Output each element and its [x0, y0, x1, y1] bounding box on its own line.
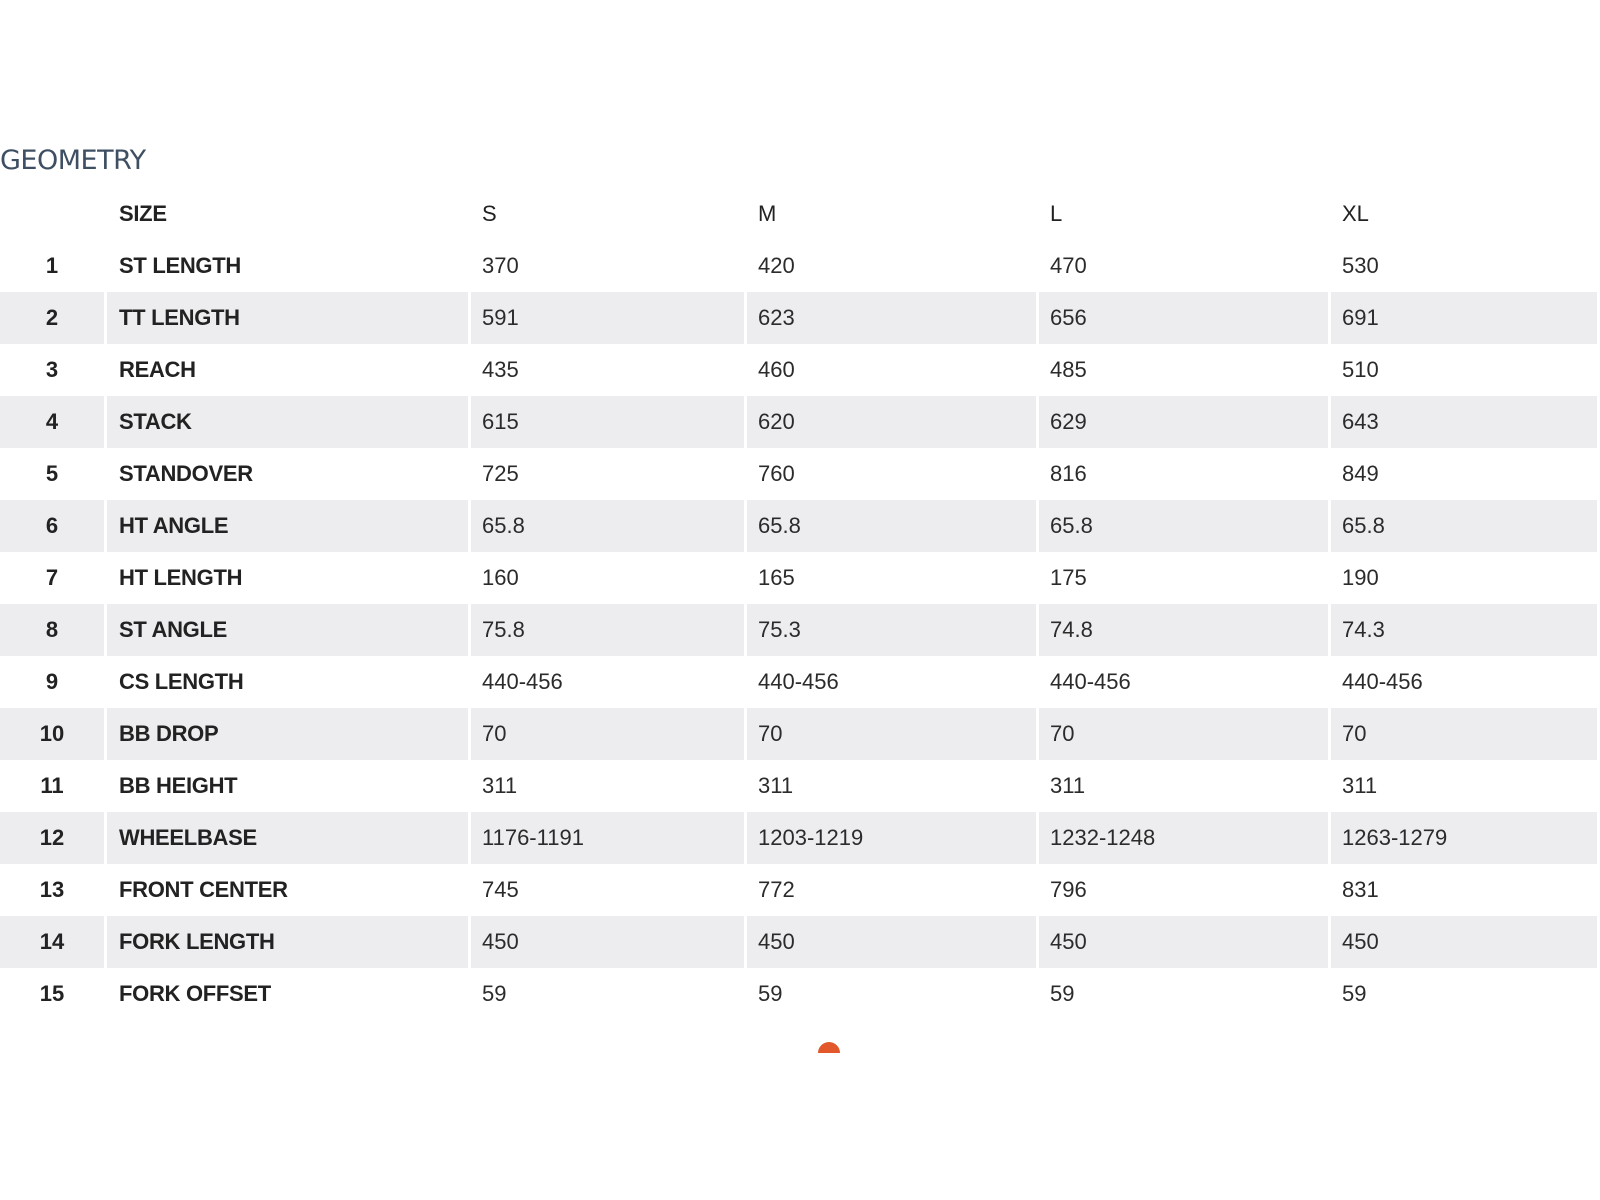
value-cell-l: 440-456 [1038, 656, 1330, 708]
value-cell-s: 435 [470, 344, 746, 396]
table-row [0, 552, 1599, 604]
header-cell-index [0, 188, 106, 240]
row-index: 14 [0, 916, 106, 968]
header-cell-size: SIZE [106, 188, 470, 240]
row-index: 6 [0, 500, 106, 552]
row-index: 4 [0, 396, 106, 448]
value-cell-l: 311 [1038, 760, 1330, 812]
value-cell-l: 1232-1248 [1038, 812, 1330, 864]
value-cell-m: 311 [746, 760, 1038, 812]
measurement-name: FORK LENGTH [106, 916, 470, 968]
value-cell-m: 59 [746, 968, 1038, 1020]
orange-dot-marker [818, 1042, 840, 1053]
value-cell-l: 175 [1038, 552, 1330, 604]
value-cell-xl: 643 [1330, 396, 1599, 448]
value-cell-xl: 510 [1330, 344, 1599, 396]
row-index: 2 [0, 292, 106, 344]
measurement-name: STANDOVER [106, 448, 470, 500]
row-index: 11 [0, 760, 106, 812]
value-cell-xl: 59 [1330, 968, 1599, 1020]
value-cell-m: 420 [746, 240, 1038, 292]
value-cell-m: 165 [746, 552, 1038, 604]
value-cell-xl: 65.8 [1330, 500, 1599, 552]
value-cell-s: 70 [470, 708, 746, 760]
value-cell-l: 470 [1038, 240, 1330, 292]
value-cell-l: 629 [1038, 396, 1330, 448]
row-index: 7 [0, 552, 106, 604]
value-cell-l: 485 [1038, 344, 1330, 396]
table-row [0, 864, 1599, 916]
measurement-name: REACH [106, 344, 470, 396]
value-cell-l: 656 [1038, 292, 1330, 344]
value-cell-m: 623 [746, 292, 1038, 344]
value-cell-l: 65.8 [1038, 500, 1330, 552]
row-index: 10 [0, 708, 106, 760]
row-index: 15 [0, 968, 106, 1020]
value-cell-m: 75.3 [746, 604, 1038, 656]
value-cell-m: 450 [746, 916, 1038, 968]
table-row [0, 292, 1599, 344]
value-cell-xl: 849 [1330, 448, 1599, 500]
header-cell-m: M [746, 188, 1038, 240]
table-row [0, 448, 1599, 500]
value-cell-xl: 691 [1330, 292, 1599, 344]
measurement-name: FORK OFFSET [106, 968, 470, 1020]
value-cell-xl: 311 [1330, 760, 1599, 812]
value-cell-l: 74.8 [1038, 604, 1330, 656]
measurement-name: CS LENGTH [106, 656, 470, 708]
row-index: 9 [0, 656, 106, 708]
value-cell-m: 460 [746, 344, 1038, 396]
value-cell-l: 450 [1038, 916, 1330, 968]
measurement-name: ST ANGLE [106, 604, 470, 656]
value-cell-s: 65.8 [470, 500, 746, 552]
value-cell-m: 760 [746, 448, 1038, 500]
value-cell-m: 1203-1219 [746, 812, 1038, 864]
value-cell-s: 311 [470, 760, 746, 812]
measurement-name: BB DROP [106, 708, 470, 760]
row-index: 12 [0, 812, 106, 864]
table-row [0, 500, 1599, 552]
value-cell-m: 772 [746, 864, 1038, 916]
value-cell-s: 591 [470, 292, 746, 344]
measurement-name: HT ANGLE [106, 500, 470, 552]
measurement-name: HT LENGTH [106, 552, 470, 604]
value-cell-s: 440-456 [470, 656, 746, 708]
table-row [0, 656, 1599, 708]
value-cell-l: 796 [1038, 864, 1330, 916]
geometry-table [0, 188, 1600, 1020]
measurement-name: FRONT CENTER [106, 864, 470, 916]
row-index: 1 [0, 240, 106, 292]
page-title: GEOMETRY [0, 145, 146, 176]
table-row [0, 968, 1599, 1020]
value-cell-s: 370 [470, 240, 746, 292]
value-cell-s: 615 [470, 396, 746, 448]
header-cell-l: L [1038, 188, 1330, 240]
value-cell-m: 440-456 [746, 656, 1038, 708]
value-cell-s: 745 [470, 864, 746, 916]
value-cell-m: 65.8 [746, 500, 1038, 552]
value-cell-s: 160 [470, 552, 746, 604]
table-row [0, 916, 1599, 968]
row-index: 8 [0, 604, 106, 656]
value-cell-m: 620 [746, 396, 1038, 448]
value-cell-xl: 1263-1279 [1330, 812, 1599, 864]
header-cell-s: S [470, 188, 746, 240]
table-row [0, 396, 1599, 448]
value-cell-xl: 831 [1330, 864, 1599, 916]
measurement-name: STACK [106, 396, 470, 448]
table-row [0, 604, 1599, 656]
value-cell-m: 70 [746, 708, 1038, 760]
value-cell-xl: 530 [1330, 240, 1599, 292]
value-cell-s: 75.8 [470, 604, 746, 656]
value-cell-s: 1176-1191 [470, 812, 746, 864]
table-header-row [0, 188, 1599, 240]
measurement-name: BB HEIGHT [106, 760, 470, 812]
row-index: 5 [0, 448, 106, 500]
value-cell-l: 70 [1038, 708, 1330, 760]
value-cell-xl: 450 [1330, 916, 1599, 968]
row-index: 3 [0, 344, 106, 396]
table-body [0, 240, 1599, 1020]
value-cell-s: 59 [470, 968, 746, 1020]
value-cell-l: 816 [1038, 448, 1330, 500]
measurement-name: TT LENGTH [106, 292, 470, 344]
value-cell-s: 725 [470, 448, 746, 500]
value-cell-xl: 74.3 [1330, 604, 1599, 656]
measurement-name: ST LENGTH [106, 240, 470, 292]
table-row [0, 240, 1599, 292]
value-cell-l: 59 [1038, 968, 1330, 1020]
value-cell-xl: 190 [1330, 552, 1599, 604]
table-row [0, 812, 1599, 864]
table-row [0, 708, 1599, 760]
table-row [0, 760, 1599, 812]
value-cell-xl: 440-456 [1330, 656, 1599, 708]
value-cell-s: 450 [470, 916, 746, 968]
measurement-name: WHEELBASE [106, 812, 470, 864]
row-index: 13 [0, 864, 106, 916]
value-cell-xl: 70 [1330, 708, 1599, 760]
header-cell-xl: XL [1330, 188, 1599, 240]
table-row [0, 344, 1599, 396]
